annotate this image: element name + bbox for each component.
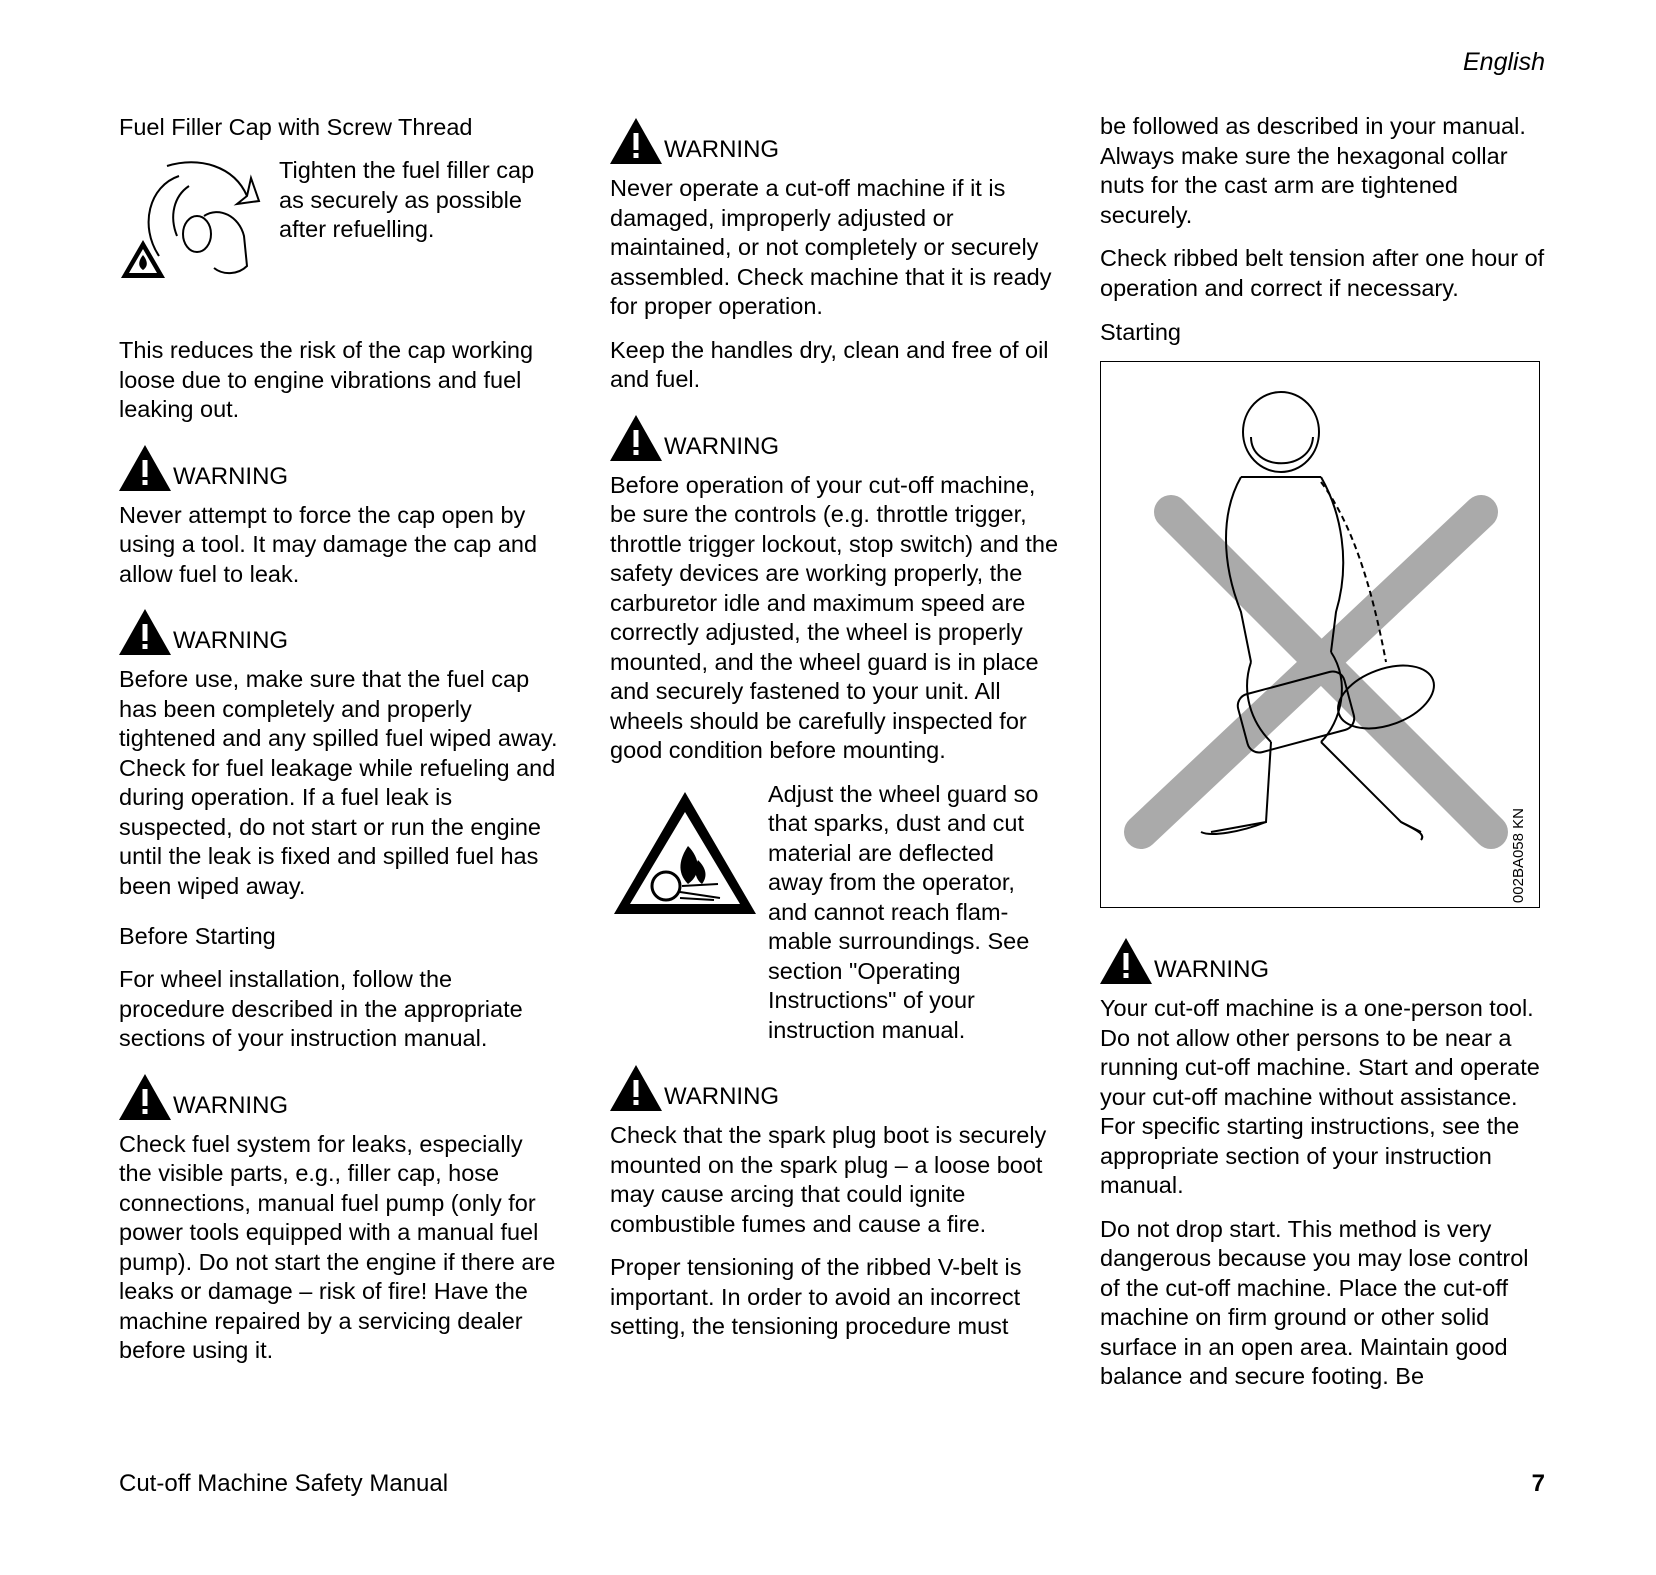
paragraph: Your cut-off machine is a one-person tool. Do not allow other persons to be near a running cut-off machine. Start and operate your cut-off machine without assistance. For specific starting instructions, see the appropriate section of your instruction manual. (1100, 995, 1540, 1198)
fuel-cap-intro-text: Tighten the fuel filler cap as securely as possible after refuelling. (279, 157, 535, 242)
warning-heading (119, 439, 561, 491)
warning-label: WARNING (1154, 956, 1270, 983)
language-label: English (1463, 48, 1545, 76)
warning-icon (610, 415, 662, 461)
warning-icon (119, 445, 171, 491)
page-number: 7 (1531, 1470, 1545, 1497)
warning-heading (610, 1059, 1060, 1111)
warning-heading (119, 603, 561, 655)
paragraph: Do not drop start. This method is very dangerous because you may lose control of the cut-off machine. Place the cut-off machine on firm ground or other solid surface in an open area. Maintain good balance and secure footing. Be (1100, 1215, 1529, 1389)
column-3 (1100, 112, 1546, 1406)
footer-title: Cut-off Machine Safety Manual (119, 1470, 449, 1497)
warning-icon (119, 609, 171, 655)
warning-heading (1100, 932, 1546, 984)
warning-label: WARNING (173, 1091, 289, 1119)
paragraph: Before operation of your cut-off machine, be sure the controls (e.g. throttle trigger, throttle trigger lockout, stop switch) and the safety devices are working properly, the carburetor idle and maximum speed are correctly adjusted, the wheel is properly mounted, and the wheel guard is in place and securely fastened to your unit. All wheels should be carefully inspected for good condition before mounting. (610, 471, 1059, 763)
warning-icon (610, 118, 662, 164)
paragraph: Never operate a cut-off machine if it is damaged, improperly adjusted or maintained, or not completely or securely assembled. Check machine that it is ready for proper operation. (610, 175, 1052, 319)
warning-label: WARNING (664, 432, 780, 460)
paragraph: This reduces the risk of the cap working loose due to engine vibrations and fuel leaking out. (119, 337, 534, 422)
wheel-guard-text: Adjust the wheel guard so that sparks, dust and cut material are deflected away from the operator, and cannot reach flam-mable surroundings. See section "Operating Instructions" of your instruction manual. (768, 780, 1039, 1043)
fuel-cap-illustration (119, 156, 279, 286)
wheel-guard-block (610, 780, 1060, 1060)
column-2 (610, 112, 1060, 1356)
paragraph: Check ribbed belt tension after one hour of operation and correct if necessary. (1100, 245, 1545, 301)
paragraph: Proper tensioning of the ribbed V-belt is important. In order to avoid an incorrect setting, the tensioning procedure must (610, 1254, 1022, 1339)
paragraph: Never attempt to force the cap open by using a tool. It may damage the cap and allow fuel to leak. (119, 501, 538, 587)
sparks-fire-hazard-icon (610, 788, 760, 918)
warning-label: WARNING (664, 136, 780, 163)
warning-icon (119, 1074, 171, 1120)
drop-start-prohibited-illustration (1101, 362, 1539, 907)
fuel-cap-intro (119, 156, 561, 286)
paragraph: Check that the spark plug boot is securely mounted on the spark plug – a loose boot may cause arcing that could ignite combustible fumes and cause a fire. (610, 1122, 1047, 1237)
warning-icon (610, 1065, 662, 1111)
starting-figure (1100, 361, 1540, 908)
figure-code: 002BA058 KN (1509, 807, 1527, 903)
warning-label: WARNING (173, 462, 289, 490)
column-1 (119, 112, 561, 1380)
warning-heading (610, 112, 1060, 164)
heading-starting: Starting (1100, 319, 1181, 345)
warning-label: WARNING (173, 627, 289, 654)
heading-fuel-filler-cap: Fuel Filler Cap with Screw Thread (119, 114, 473, 140)
heading-before-starting: Before Starting (119, 923, 276, 949)
warning-label: WARNING (664, 1083, 780, 1110)
paragraph: Before use, make sure that the fuel cap has been completely and properly tightened and any spilled fuel wiped away. Check for fuel leakage while refueling and during operation. If a fuel leak is suspected, do not start or run the engine until the leak is fixed and spilled fuel has been wiped away. (119, 666, 558, 899)
paragraph: Check fuel system for leaks, especially the visible parts, e.g., filler cap, hose connections, manual fuel pump (only for power tools equipped with a manual fuel pump). Do not start the engine if there are leaks or damage – risk of fire! Have the machine repaired by a servicing dealer before using it. (119, 1130, 556, 1363)
warning-heading (119, 1068, 561, 1120)
paragraph: For wheel installation, follow the procedure described in the appropriate sections of your instruction manual. (119, 966, 523, 1051)
paragraph: Keep the handles dry, clean and free of oil and fuel. (610, 336, 1049, 392)
warning-icon (1100, 938, 1152, 984)
warning-heading (610, 409, 1060, 461)
paragraph: be followed as described in your manual. Always make sure the hexagonal collar nuts for the cast arm are tightened securely. (1100, 113, 1526, 228)
